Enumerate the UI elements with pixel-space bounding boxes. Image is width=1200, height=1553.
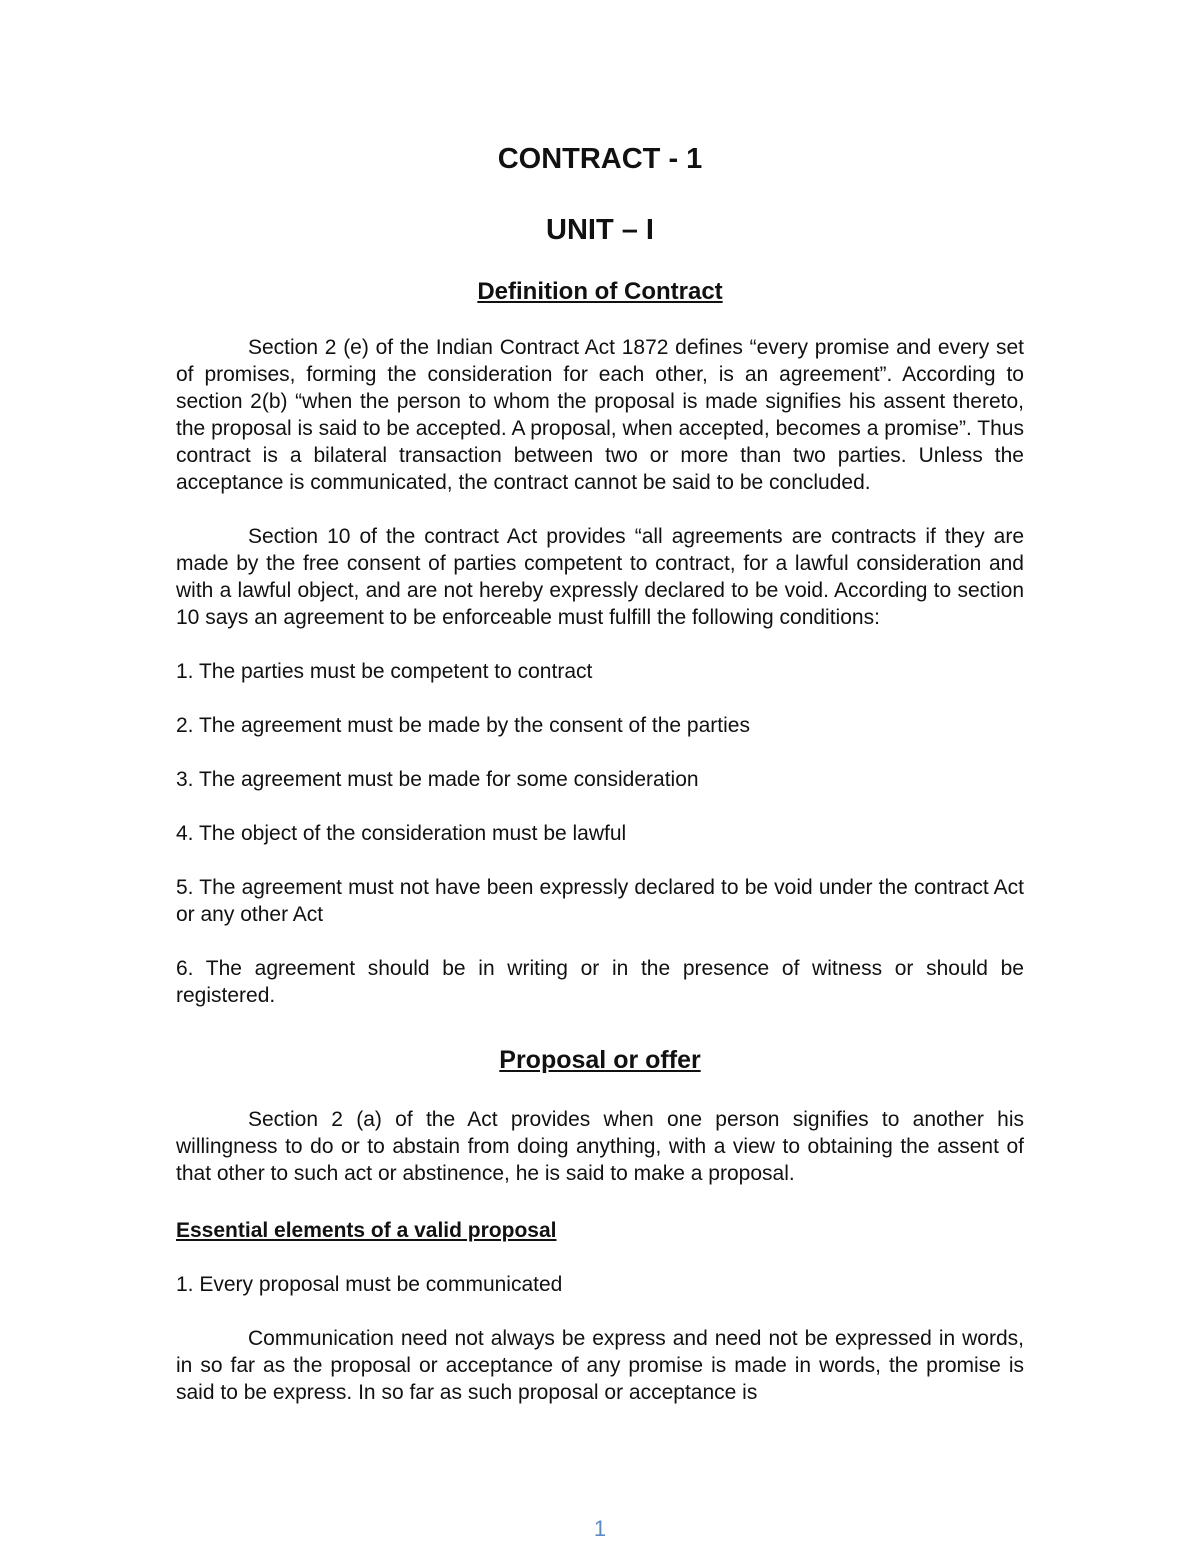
conditions-list <box>176 658 1024 1009</box>
document-page <box>176 140 1024 1406</box>
heading-definition-of-contract: Definition of Contract <box>477 277 723 305</box>
paragraph-proposal-definition: Section 2 (a) of the Act provides when one person signifies to another his willingness to do or to abstain from doing anything, with a view to obtaining the assent of that other to such act or abstinence, he is said to make a proposal. <box>176 1108 1024 1186</box>
paragraph-definition: Section 2 (e) of the Indian Contract Act 1872 defines “every promise and every set of promises, forming the consideration for each other, is an agreement”. According to section 2(b) “when the person to whom the proposal is made signifies his assent thereto, the proposal is said to be accepted. A proposal, when accepted, becomes a promise”. Thus contract is a bilateral transaction between two or more than two parties. Unless the acceptance is communicated, the contract cannot be said to be concluded. <box>176 336 1024 495</box>
page-number: 1 <box>593 1516 607 1541</box>
element-item: 1. Every proposal must be communicated <box>176 1272 563 1296</box>
condition-item: 4. The object of the consideration must be lawful <box>176 822 627 846</box>
condition-item: 3. The agreement must be made for some consideration <box>176 768 699 792</box>
condition-item: 5. The agreement must not have been expressly declared to be void under the contract Act or any other Act <box>176 876 1024 927</box>
heading-proposal-or-offer: Proposal or offer <box>499 1046 701 1075</box>
paragraph-section-10: Section 10 of the contract Act provides “all agreements are contracts if they are made by the free consent of parties competent to contract, for a lawful consideration and with a lawful object, and are not hereby expressly declared to be void. According to section 10 says an agreement to be enforceable must fulfill the following conditions: <box>176 525 1024 630</box>
unit-title: UNIT – I <box>546 213 654 246</box>
subheading-essential-elements: Essential elements of a valid proposal <box>176 1219 557 1243</box>
paragraph-communication: Communication need not always be express and need not be expressed in words, in so far as the proposal or acceptance of any promise is made in words, the promise is said to be express. In so far as such proposal or acceptance is <box>176 1326 1024 1404</box>
document-title: CONTRACT - 1 <box>497 143 703 175</box>
condition-item: 6. The agreement should be in writing or in the presence of witness or should be registered. <box>176 957 1024 1008</box>
condition-item: 1. The parties must be competent to contract <box>176 660 593 684</box>
condition-item: 2. The agreement must be made by the consent of the parties <box>176 714 750 738</box>
